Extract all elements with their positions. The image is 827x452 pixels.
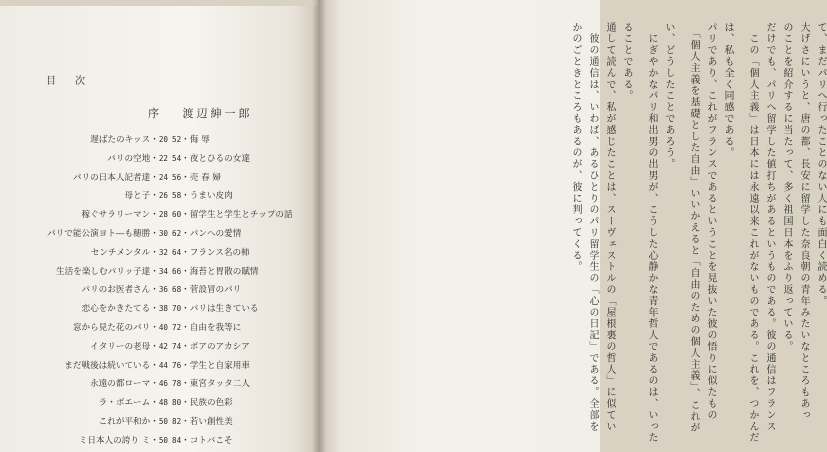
toc-entry-title: ・留学生と学生とチップの話 xyxy=(181,210,293,221)
preface-text-column: かのごときところもあるのが、彼に判ってくる。 xyxy=(570,22,581,273)
toc-entry-title: まだ戦後は続いている・ xyxy=(64,360,159,371)
toc-entry-page: 50 xyxy=(158,435,168,445)
toc-entry-title: ・海苔と胃散の賦情 xyxy=(181,266,259,277)
toc-entry xyxy=(40,263,168,282)
toc-entry xyxy=(40,281,168,300)
toc-entry-page: 60 xyxy=(172,210,182,220)
toc-entry-page: 54 xyxy=(172,153,182,163)
toc-entry xyxy=(40,169,168,188)
toc-entry-page: 32 xyxy=(158,247,168,257)
toc-entry-title: イタリーの老母・ xyxy=(90,341,159,352)
toc-entry-page: 34 xyxy=(158,266,168,276)
toc-title: 目 次 xyxy=(46,76,94,87)
toc-entry-page: 24 xyxy=(158,172,168,182)
toc-entry-page: 56 xyxy=(172,172,182,182)
toc-entry-page: 70 xyxy=(172,304,182,314)
toc-entry xyxy=(40,244,168,263)
toc-entry-page: 82 xyxy=(172,416,182,426)
right-page xyxy=(318,0,826,452)
toc-entry-title: ・自由を我等に xyxy=(181,322,242,333)
toc-entry-title: 母と子・ xyxy=(124,191,159,202)
toc-entry xyxy=(40,225,168,244)
preface-text-column: 「個人主義を基礎とした自由」いいかえると「自由のための個人主義」、これが xyxy=(688,22,699,434)
toc-entry xyxy=(40,375,168,394)
toc-entry xyxy=(172,206,307,225)
toc-entry xyxy=(40,206,168,225)
toc-entry-page: 76 xyxy=(172,360,182,370)
toc-entry-title: パリのお医者さん・ xyxy=(81,285,159,296)
toc-entry-page: 52 xyxy=(172,135,182,144)
toc-entry-title: 窓から見た花のパリ・ xyxy=(72,322,159,333)
toc-entry-title: ・侮 辱 xyxy=(181,135,210,145)
toc-entry-title: ・東宮タッタ二人 xyxy=(181,379,250,390)
toc-entry xyxy=(40,319,168,338)
preface-label: 序 xyxy=(148,107,165,120)
toc-entry-title: パリの日本人記者達・ xyxy=(72,172,159,183)
toc-entry xyxy=(172,225,307,244)
toc-entry-page: 38 xyxy=(158,304,168,314)
toc-entry xyxy=(172,338,307,357)
toc-entry-page: 62 xyxy=(172,228,182,238)
toc-entry-page: 80 xyxy=(172,398,182,408)
toc-entry-page: 30 xyxy=(158,228,168,238)
toc-entry xyxy=(172,357,307,376)
toc-entry-title: ・夜とひるの女達 xyxy=(181,153,250,164)
toc-entry-title: これが平和か・ xyxy=(98,416,159,427)
toc-entry xyxy=(40,413,168,432)
toc-entry-title: 永遠の都ローマ・ xyxy=(90,379,159,390)
preface-text-column: にぎやかなパリ和出男の出男が、こうした心静かな青年哲人であるのは、いった xyxy=(646,22,657,444)
toc-entry-title: ・菅設冒のパリ xyxy=(181,285,242,296)
toc-entry-title: ・コトバこそ xyxy=(181,435,233,446)
toc-entry-title: ・ボアのアカシア xyxy=(181,341,250,352)
preface-text-column: は、私も全く同感である。 xyxy=(722,22,733,159)
preface-text-column: だけでも、パリへ留学した値打ちがあるというものである。彼の通信はフランス xyxy=(764,22,775,433)
toc-entry-page: 20 xyxy=(158,135,168,144)
toc-entry-page: 58 xyxy=(172,191,182,201)
toc-entry xyxy=(172,281,307,300)
toc-entry-page: 28 xyxy=(158,210,168,220)
toc-entry-page: 50 xyxy=(158,416,168,426)
toc-entry-page: 72 xyxy=(172,322,182,332)
preface-text-column: この「個人主義」は日本には永遠以来これがないものである。これを、つかんだ xyxy=(747,22,758,444)
toc-entry-title: 恋心をかきたてる・ xyxy=(81,304,159,315)
toc-entry-page: 84 xyxy=(172,435,182,445)
toc-entry xyxy=(172,375,307,394)
toc-entry-title: センチメンタル・ xyxy=(90,247,159,258)
preface-text-column: 彼の通信は、いわば、あるひとりのパリ留学生の「心の日記」である。全部を xyxy=(587,22,598,433)
toc-entry xyxy=(40,432,168,451)
toc-entry xyxy=(40,357,168,376)
toc-entry-title: ・民族の色彩 xyxy=(181,398,233,409)
toc-entry xyxy=(172,150,307,169)
toc-entry xyxy=(40,131,168,150)
toc-entry-page: 40 xyxy=(158,322,168,332)
toc-entry-page: 42 xyxy=(158,341,168,351)
toc-entry xyxy=(172,394,307,413)
toc-entry xyxy=(172,432,307,451)
toc-entry-page: 64 xyxy=(172,247,182,257)
toc-entry xyxy=(172,187,307,206)
preface-text-column: 通して読んで、私が感じたことは、スーヴェストルの「屋根裏の哲人」に似てい xyxy=(604,22,615,433)
preface-text-column: のことを紹介するに当たって、多く祖国日本をふり返っている。 xyxy=(781,22,792,353)
book-gutter-shadow xyxy=(312,0,326,452)
toc-entry-title: 遅ばたのキッス・ xyxy=(90,135,159,145)
toc-entry-title: 稼ぐサラリーマン・ xyxy=(81,210,159,221)
toc-entry xyxy=(172,300,307,319)
toc-entry-page: 68 xyxy=(172,285,182,295)
toc-entry-page: 66 xyxy=(172,266,182,276)
toc-entry-page: 26 xyxy=(158,191,168,201)
toc-entry xyxy=(40,338,168,357)
toc-entry-page: 78 xyxy=(172,379,182,389)
toc-entry-title: パリで能公演ヨト―も穂勝・ xyxy=(47,228,159,239)
toc-entry-page: 46 xyxy=(158,379,168,389)
preface-heading xyxy=(148,105,253,121)
toc-entry xyxy=(40,394,168,413)
toc-entry-page: 22 xyxy=(158,153,168,163)
toc-entry-title: ・パンへの愛情 xyxy=(181,228,242,239)
toc-entry xyxy=(172,319,307,338)
preface-text-column: 大げさにいうと、唐の都、長安に留学した奈良朝の青年みたいなところもあっ xyxy=(798,22,809,421)
toc-right-column xyxy=(172,131,307,451)
preface-text-column: パリであり、これがフランスであるということを見抜いた彼の悟りに似たもの xyxy=(705,22,716,421)
toc-entry xyxy=(40,300,168,319)
toc-entry-title: パリの空地・ xyxy=(107,153,159,164)
toc-entry-title: ラ・ボエーム・ xyxy=(98,398,159,409)
toc-entry-page: 48 xyxy=(158,398,168,408)
toc-entry-title: ・学生と自家用車 xyxy=(181,360,250,371)
toc-entry-page: 74 xyxy=(172,341,182,351)
toc-entry-title: ・パリは生きている xyxy=(181,304,259,315)
toc-entry xyxy=(172,169,307,188)
toc-entry-page: 36 xyxy=(158,285,168,295)
toc-entry-page: 44 xyxy=(158,360,168,370)
preface-text-column: い、どうしたことであろう。 xyxy=(663,22,674,171)
toc-entry-title: ・フランス名の柿 xyxy=(181,247,250,258)
toc-entry xyxy=(172,244,307,263)
toc-entry-title: 生活を楽しむパリッ子達・ xyxy=(56,266,159,277)
toc-entry xyxy=(40,150,168,169)
toc-entry xyxy=(172,131,307,150)
preface-text-column: て、まだパリへ行ったことのない人にも面白く読める。 xyxy=(815,22,826,307)
toc-entry xyxy=(172,413,307,432)
toc-left-column xyxy=(40,131,168,451)
toc-entry-title: ・若い創性美 xyxy=(181,416,233,427)
toc-entry-title: ミ日本人の誇り ミ・ xyxy=(78,435,159,446)
preface-author: 渡辺紳一郎 xyxy=(182,107,253,120)
toc-entry-title: ・うまい皮肉 xyxy=(181,191,233,202)
toc-entry xyxy=(40,187,168,206)
toc-entry xyxy=(172,263,307,282)
toc-entry-title: ・売 春 婦 xyxy=(181,172,221,183)
preface-text-column: ることである。 xyxy=(621,22,632,102)
left-page xyxy=(0,6,318,452)
